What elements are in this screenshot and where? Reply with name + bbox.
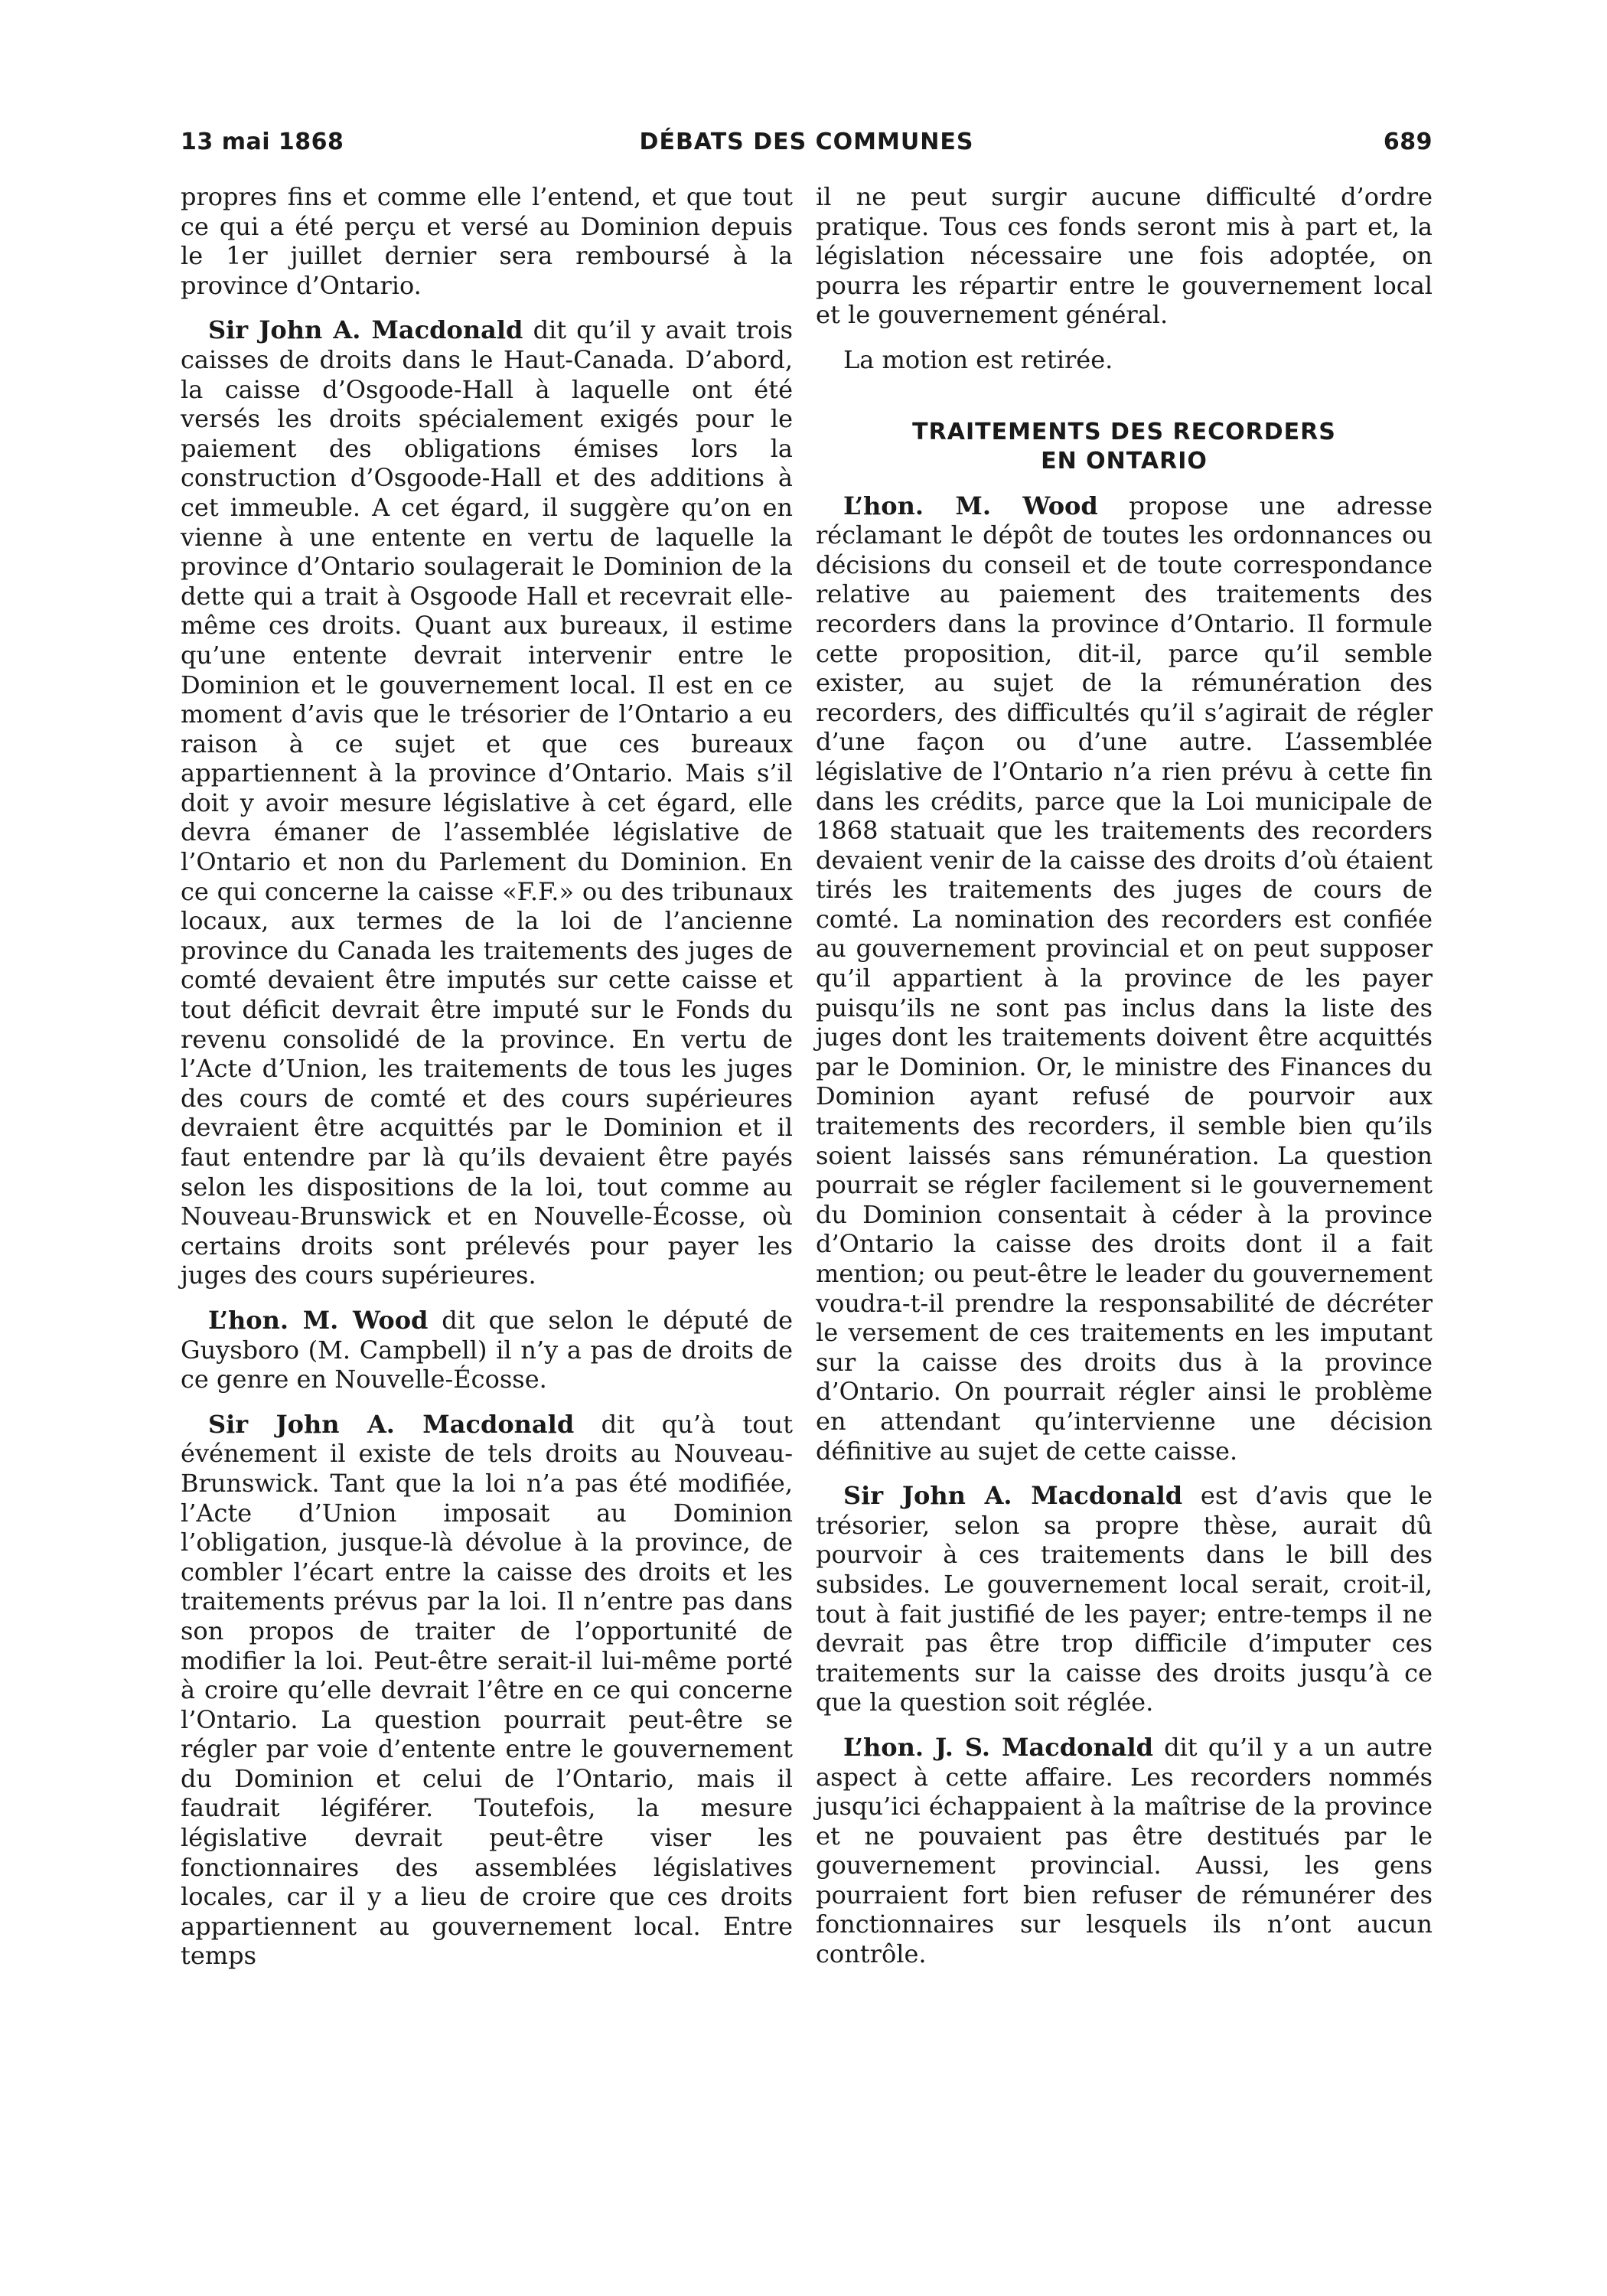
speech-text: dit que selon le député de Guysboro (M. Campbell) il n’y a pas de droits de ce genre en Nouvelle-Écosse.: [181, 1305, 794, 1394]
paragraph-speech: [181, 315, 793, 1290]
speaker-name: L’hon. M. Wood: [208, 1305, 429, 1335]
page-number: 689: [1383, 129, 1433, 155]
speaker-name: Sir John A. Macdonald: [843, 1481, 1183, 1511]
paragraph-continuation: il ne peut surgir aucune difficulté d’ordre pratique. Tous ces fonds seront mis à part et, la législation nécessaire une fois adoptée, on pourra les répartir entre le gouvernement local et le gouvernement général.: [816, 182, 1433, 330]
paragraph-speech: [181, 1306, 793, 1394]
paragraph-continuation: propres fins et comme elle l’entend, et que tout ce qui a été perçu et versé au Dominion depuis le 1er juillet dernier sera remboursé à la province d’Ontario.: [181, 182, 793, 300]
speech-text: dit qu’il y avait trois caisses de droits dans le Haut-Canada. D’abord, la caisse d’Osgoode-Hall à laquelle ont été versés les droits spécialement exigés pour le paiement des obligations émises lors la construction d’Osgoode-Hall et des additions à cet immeuble. A cet égard, il suggère qu’on en vienne à une entente en vertu de laquelle la province d’Ontario soulagerait le Dominion de la dette qui a trait à Osgoode Hall et recevrait elle-même ces droits. Quant aux bureaux, il estime qu’une entente devrait intervenir entre le Dominion et le gouvernement local. Il est en ce moment d’avis que le trésorier de l’Ontario a eu raison à ce sujet et que ces bureaux appartiennent à la province d’Ontario. Mais s’il doit y avoir mesure législative à cet égard, elle devra émaner de l’assemblée législative de l’Ontario et non du Parlement du Dominion. En ce qui concerne la caisse «F.F.» ou des tribunaux locaux, aux termes de la loi de l’ancienne province du Canada les traitements des juges de comté devaient être imputés sur cette caisse et tout déficit devrait être imputé sur le Fonds du revenu consolidé de la province. En vertu de l’Acte d’Union, les traitements de tous les juges des cours de comté et des cours supérieures devraient être acquittés par le Dominion et il faut entendre par là qu’ils devaient être payés selon les dispositions de la loi, tout comme au Nouveau-Brunswick et en Nouvelle-Écosse, où certains droits sont prélevés pour payer les juges des cours supérieures.: [181, 315, 794, 1290]
paragraph-speech: [816, 1481, 1433, 1717]
speaker-name: L’hon. J. S. Macdonald: [843, 1732, 1153, 1762]
section-heading-line1: TRAITEMENTS DES RECORDERS: [912, 418, 1336, 445]
speaker-name: Sir John A. Macdonald: [208, 1409, 575, 1439]
speech-text: dit qu’il y a un autre aspect à cette affaire. Les recorders nommés jusqu’ici échappaient à la maîtrise de la province et ne pouvaient pas être destitués par le gouvernement provincial. Aussi, les gens pourraient fort bien refuser de rémunérer des fonctionnaires sur lesquels ils n’ont aucun contrôle.: [816, 1732, 1433, 1969]
left-column: [181, 182, 793, 1986]
paragraph-speech: [816, 1733, 1433, 1969]
section-heading-line2: EN ONTARIO: [1041, 447, 1208, 475]
header-title: DÉBATS DES COMMUNES: [639, 129, 974, 155]
paragraph-speech: [816, 491, 1433, 1466]
speech-text: est d’avis que le trésorier, selon sa propre thèse, aurait dû pourvoir à ces traitements dans le bill des subsides. Le gouvernement local serait, croit-il, tout à fait justifié de les payer; entre-temps il ne devrait pas être trop difficile d’imputer ces traitements sur la caisse des droits jusqu’à ce que la question soit réglée.: [816, 1481, 1433, 1717]
paragraph-motion-withdrawn: La motion est retirée.: [843, 344, 1113, 374]
speaker-name: L’hon. M. Wood: [843, 491, 1098, 520]
speaker-name: Sir John A. Macdonald: [208, 315, 523, 345]
running-header: [181, 129, 1433, 162]
right-column: [816, 182, 1433, 1985]
speech-text: dit qu’à tout événement il existe de tels droits au Nouveau-Brunswick. Tant que la loi n’a pas été modifiée, l’Acte d’Union imposait au Dominion l’obligation, jusque-là dévolue à la province, de combler l’écart entre la caisse des droits et les traitements prévus par la loi. Il n’entre pas dans son propos de traiter de l’opportunité de modifier la loi. Peut-être serait-il lui-même porté à croire qu’elle devrait l’être en ce qui concerne l’Ontario. La question pourrait peut-être se régler par voie d’entente entre le gouvernement du Dominion et celui de l’Ontario, mais il faudrait légiférer. Toutefois, la mesure législative devrait peut-être viser les fonctionnaires des assemblées législatives locales, car il y a lieu de croire que ces droits appartiennent au gouvernement local. Entre temps: [181, 1409, 794, 1971]
section-heading: [816, 418, 1433, 476]
paragraph-speech: [181, 1410, 793, 1971]
speech-text: propose une adresse réclamant le dépôt de toutes les ordonnances ou décisions du conseil et de toute correspondance relative au paiement des traitements des recorders dans la province d’Ontario. Il formule cette proposition, dit-il, parce qu’il semble exister, au sujet de la rémunération des recorders, des difficultés qu’il s’agirait de régler d’une façon ou d’une autre. L’assemblée législative de l’Ontario n’a rien prévu à cette fin dans les crédits, parce que la Loi municipale de 1868 statuait que les traitements des recorders devaient venir de la caisse des droits d’où étaient tirés les traitements des juges de cours de comté. La nomination des recorders est confiée au gouvernement provincial et on peut supposer qu’il appartient à la province de les payer puisqu’ils ne sont pas inclus dans la liste des juges dont les traitements doivent être acquittés par le Dominion. Or, le ministre des Finances du Dominion ayant refusé de pourvoir aux traitements des recorders, il semble bien qu’ils soient laissés sans rémunération. La question pourrait se régler facilement si le gouvernement du Dominion consentait à céder à la province d’Ontario la caisse des droits dont il a fait mention; ou peut-être le leader du gouvernement voudra-t-il prendre la responsabilité de décréter le versement de ces traitements en les imputant sur la caisse des droits dus à la province d’Ontario. On pourrait régler ainsi le problème en attendant qu’intervienne une décision définitive au sujet de cette caisse.: [816, 491, 1433, 1466]
header-date: 13 mai 1868: [181, 129, 344, 155]
